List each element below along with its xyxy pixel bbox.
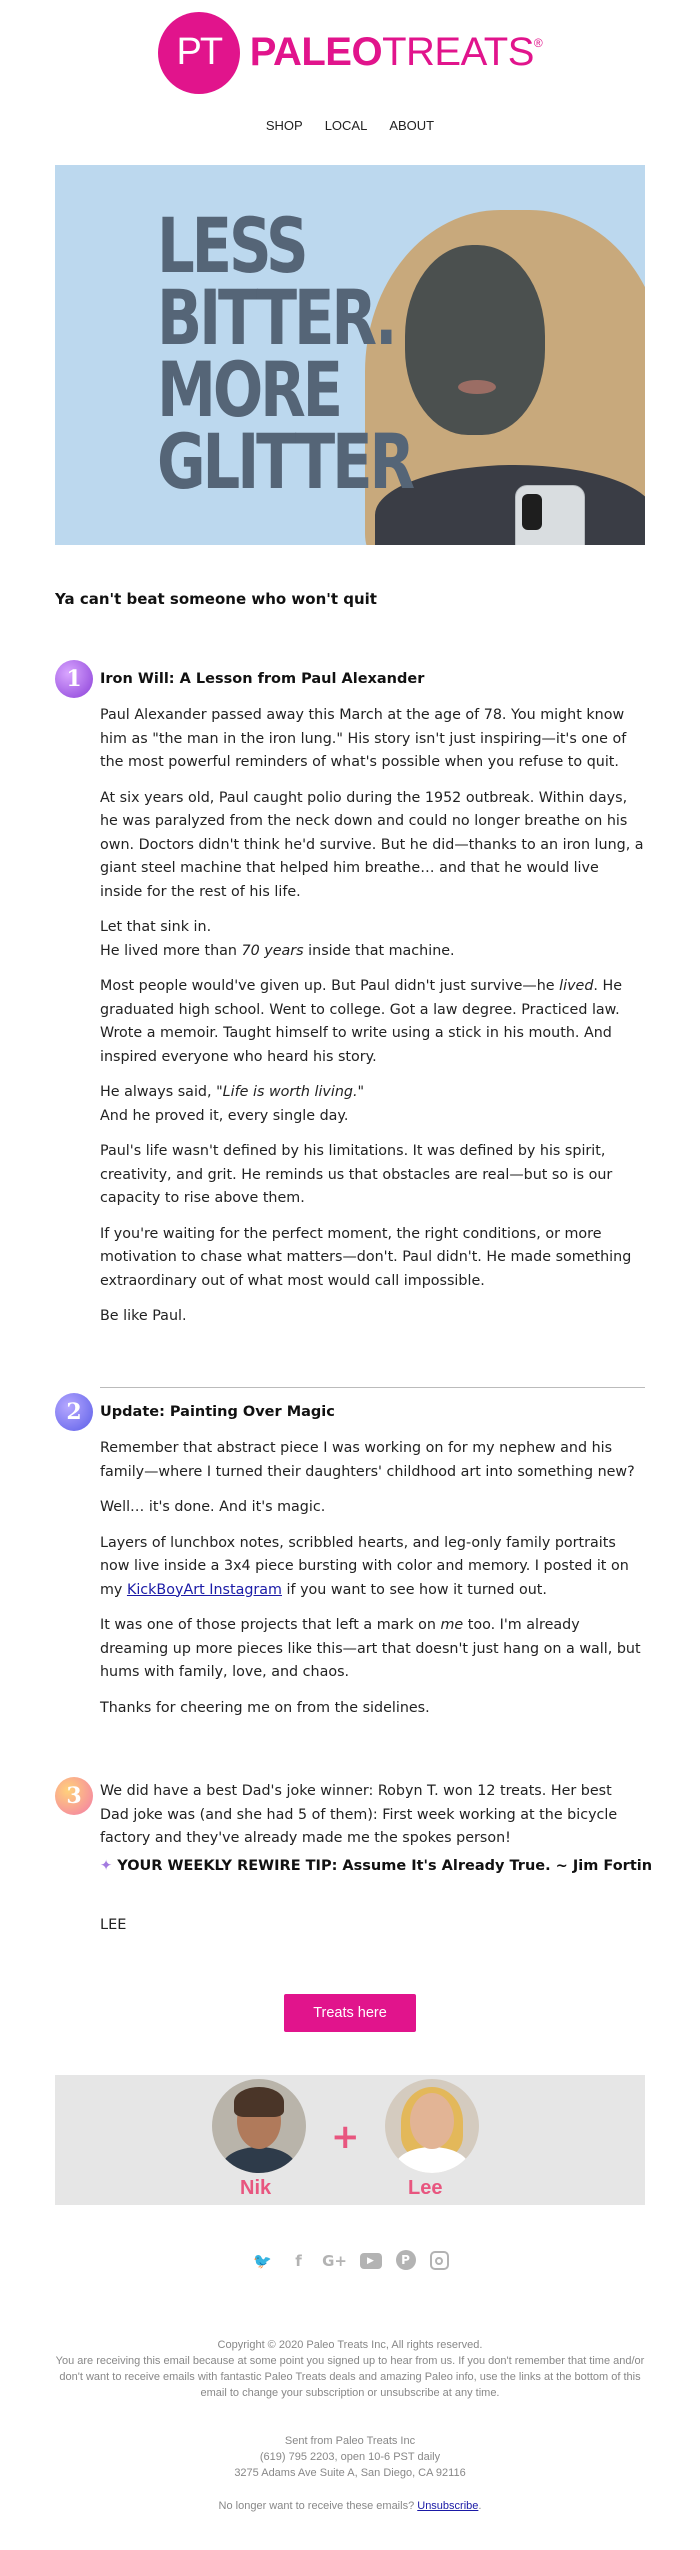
- phone-camera: [522, 494, 542, 530]
- section3-paragraph: We did have a best Dad's joke winner: Robyn T. won 12 treats. Her best Dad joke was (and she had 5 of them): First week working at the bicycle factory and they've already made me the spokes person!: [100, 1783, 618, 1846]
- section2-paragraph: Well… it's done. And it's magic.: [100, 1499, 326, 1515]
- twitter-icon[interactable]: 🐦: [253, 2252, 272, 2270]
- section1-paragraph: [100, 975, 645, 1069]
- avatar-hair: [234, 2087, 284, 2117]
- footer-address: 3275 Adams Ave Suite A, San Diego, CA 92116: [234, 2467, 466, 2479]
- section1-paragraph: Paul Alexander passed away this March at the age of 78. You might know him as "the man in the iron lung." His story isn't just inspiring—it's one of the most powerful reminders of what's possible when you refuse to quit.: [100, 707, 627, 770]
- section2-paragraph: Remember that abstract piece I was working on for my nephew and his family—where I turned their daughters' childhood art into something new?: [100, 1440, 635, 1480]
- logo-badge[interactable]: PT: [158, 12, 240, 94]
- section1-text: He always said,: [100, 1084, 217, 1100]
- main-nav: [0, 118, 700, 133]
- hero-line-4: GLITTER: [157, 417, 413, 506]
- avatar-nik: [212, 2079, 306, 2173]
- hero-headline: [157, 201, 413, 506]
- number-three-icon: 3: [55, 1777, 93, 1815]
- hero-face-mask: [405, 245, 545, 435]
- instagram-icon[interactable]: [430, 2251, 449, 2270]
- section1-title: Iron Will: A Lesson from Paul Alexander: [100, 671, 425, 687]
- logo-name-light: TREATS: [382, 30, 534, 74]
- footer-sent-from: Sent from Paleo Treats Inc: [284, 2435, 416, 2447]
- section2-emphasis: me: [440, 1617, 464, 1633]
- section2-paragraph: [100, 1614, 645, 1685]
- nav-about[interactable]: ABOUT: [389, 118, 435, 133]
- hero-phone: [515, 485, 585, 545]
- section1-emphasis: lived: [559, 978, 594, 994]
- number-two-icon: 2: [55, 1393, 93, 1431]
- nav-shop[interactable]: SHOP: [265, 118, 303, 133]
- section1-paragraph: Be like Paul.: [100, 1308, 187, 1324]
- section3-body: [100, 1780, 645, 1863]
- section1-text: inside that machine.: [303, 942, 455, 959]
- tagline: Ya can't beat someone who won't quit: [55, 590, 377, 608]
- section1-body: [100, 704, 645, 1341]
- plus-icon: +: [331, 2117, 360, 2157]
- section1-emphasis: 70 years: [241, 942, 304, 959]
- instagram-lens: [435, 2257, 443, 2265]
- section1-text: Most people would've given up. But Paul didn't just survive—he: [100, 978, 560, 994]
- hero-line-2: BITTER.: [157, 273, 395, 362]
- section1-paragraph: [100, 916, 645, 963]
- unsubscribe-period: .: [478, 2500, 482, 2512]
- logo-wordmark[interactable]: [250, 30, 543, 75]
- youtube-icon[interactable]: ▶: [360, 2253, 382, 2269]
- founder-name-nik: Nik: [240, 2177, 272, 2199]
- founder-name-lee: Lee: [408, 2177, 443, 2199]
- weekly-tip: [100, 1858, 652, 1874]
- hero-image[interactable]: [55, 165, 645, 545]
- logo-registered-mark: ®: [533, 36, 543, 50]
- footer-notice: You are receiving this email because at some point you signed up to hear from us. If you don't remember that time and/or don't want to receive emails with fantastic Paleo Treats deals and amazing Paleo info, use the links at the bottom of this email to change your subscription or unsubscribe at any time.: [55, 2355, 645, 2399]
- section1-text: He lived more than: [100, 942, 242, 959]
- section2-body: [100, 1437, 645, 1732]
- section1-paragraph: If you're waiting for the perfect moment, the right conditions, or more motivation to chase what matters—don't. Paul didn't. He made something extraordinary out of what most would call impossible.: [100, 1225, 632, 1289]
- instagram-link[interactable]: KickBoyArt Instagram: [126, 1581, 282, 1598]
- sparkle-icon: ✦: [100, 1858, 113, 1874]
- logo-name-bold: PALEO: [249, 30, 383, 74]
- hero-line-3: MORE: [157, 345, 341, 434]
- section2-text: if you want to see how it turned out.: [281, 1581, 547, 1598]
- signature: LEE: [100, 1917, 127, 1933]
- avatar-body: [222, 2147, 296, 2173]
- section2-text: too. I'm already dreaming up more pieces like this—art that doesn't just hang on a wall, but hums with family, love, and chaos.: [100, 1617, 641, 1680]
- founders-banner: [55, 2075, 645, 2205]
- facebook-icon[interactable]: f: [295, 2252, 302, 2270]
- section1-paragraph: Paul's life wasn't defined by his limitations. It was defined by his spirit, creativity, and grit. He reminds us that obstacles are real—but so is our capacity to rise above them.: [100, 1143, 613, 1206]
- section1-paragraph: [100, 1081, 645, 1128]
- section2-text: Layers of lunchbox notes, scribbled hearts, and leg-only family portraits now live inside a 3x4 piece bursting with color and memory. I posted it on my: [100, 1534, 629, 1598]
- section2-paragraph: [100, 1532, 645, 1603]
- section1-text: And he proved it, every single day.: [100, 1107, 349, 1124]
- avatar-head: [410, 2093, 454, 2149]
- social-links: [0, 2250, 700, 2272]
- divider: [100, 1387, 645, 1388]
- unsubscribe-link[interactable]: Unsubscribe: [417, 2500, 479, 2512]
- section1-text: Let that sink in.: [100, 919, 212, 935]
- nav-local[interactable]: LOCAL: [324, 118, 368, 133]
- section2-title: Update: Painting Over Magic: [100, 1404, 335, 1420]
- section1-text: . He graduated high school. Went to college. Got a law degree. Practiced law. Wrote a memoir. Taught himself to write using a stick in his mouth. And inspired everyone who heard his story.: [100, 978, 623, 1065]
- footer-phone: (619) 795 2203, open 10-6 PST daily: [259, 2451, 441, 2463]
- number-one-icon: 1: [55, 660, 93, 698]
- pinterest-icon[interactable]: P: [396, 2250, 416, 2270]
- avatar-lee: [385, 2079, 479, 2173]
- google-plus-icon[interactable]: G+: [322, 2252, 347, 2270]
- hero-lips: [458, 380, 496, 394]
- unsubscribe-text: No longer want to receive these emails?: [218, 2500, 418, 2512]
- weekly-tip-text: YOUR WEEKLY REWIRE TIP: Assume It's Already True. ~ Jim Fortin: [117, 1858, 653, 1874]
- treats-here-button[interactable]: Treats here: [284, 1994, 416, 2032]
- header: [0, 0, 700, 105]
- section2-paragraph: Thanks for cheering me on from the sidelines.: [100, 1699, 430, 1716]
- section2-text: It was one of those projects that left a mark on: [100, 1617, 441, 1633]
- hero-line-1: LESS: [157, 201, 306, 290]
- section1-paragraph: At six years old, Paul caught polio during the 1952 outbreak. Within days, he was paralyzed from the neck down and could no longer breathe on his own. Doctors didn't think he'd survive. But he did—thanks to an iron lung, a giant steel machine that helped him breathe… and that he would live inside for the rest of his life.: [100, 789, 644, 900]
- footer-unsubscribe: [55, 2498, 645, 2514]
- section1-quote: "Life is worth living.": [216, 1084, 365, 1100]
- footer-copyright: Copyright © 2020 Paleo Treats Inc, All rights reserved.: [217, 2339, 483, 2351]
